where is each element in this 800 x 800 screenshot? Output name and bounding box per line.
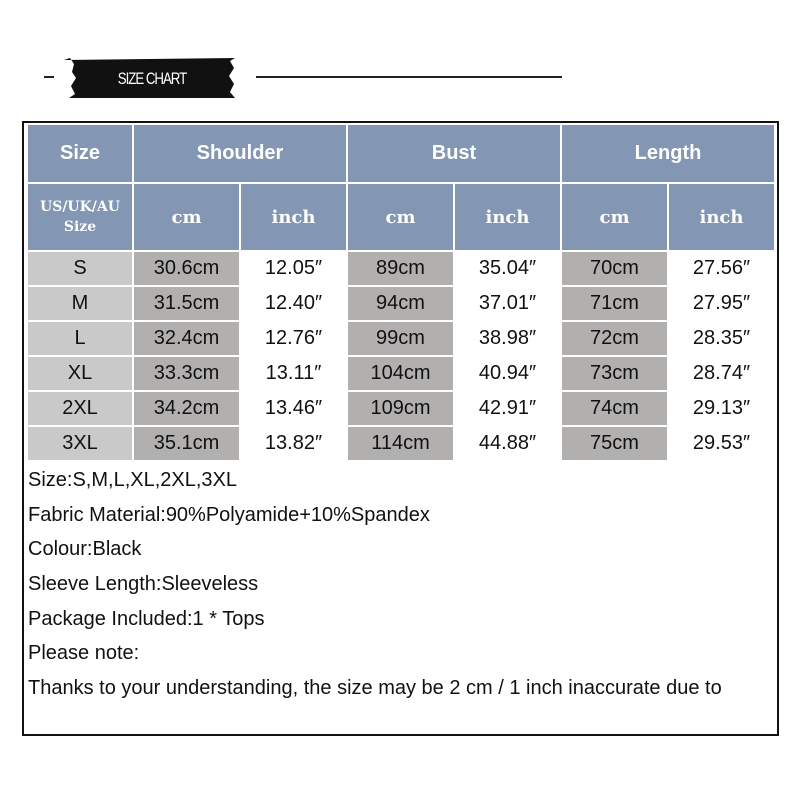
table-row <box>28 357 774 392</box>
cell-shoulder-inch: 13.46″ <box>241 392 346 427</box>
header-rule <box>256 76 562 78</box>
cell-bust-cm: 99cm <box>348 322 453 357</box>
cell-length-inch: 29.13″ <box>669 392 774 427</box>
unit-bust-cm: cm <box>348 184 453 252</box>
table-row <box>28 322 774 357</box>
table-row <box>28 252 774 287</box>
cell-length-inch: 28.74″ <box>669 357 774 392</box>
cell-bust-inch: 38.98″ <box>455 322 560 357</box>
cell-shoulder-cm: 31.5cm <box>134 287 239 322</box>
table-row <box>28 287 774 322</box>
cell-bust-inch: 35.04″ <box>455 252 560 287</box>
note-sizes: Size:S,M,L,XL,2XL,3XL <box>28 469 238 491</box>
header-length: Length <box>562 125 774 184</box>
table-row <box>28 427 774 462</box>
cell-length-cm: 73cm <box>562 357 667 392</box>
cell-shoulder-cm: 34.2cm <box>134 392 239 427</box>
cell-shoulder-inch: 12.05″ <box>241 252 346 287</box>
table-row <box>28 392 774 427</box>
cell-size: S <box>28 252 132 287</box>
cell-bust-inch: 42.91″ <box>455 392 560 427</box>
cell-size: XL <box>28 357 132 392</box>
cell-bust-cm: 109cm <box>348 392 453 427</box>
header-bust: Bust <box>348 125 560 184</box>
note-colour: Colour:Black <box>28 538 142 561</box>
unit-length-cm: cm <box>562 184 667 252</box>
unit-header-row <box>28 184 774 252</box>
cell-length-cm: 75cm <box>562 427 667 462</box>
group-header-row <box>28 125 774 184</box>
note-please-note: Please note: <box>28 642 140 665</box>
header-shoulder: Shoulder <box>134 125 346 184</box>
size-chart-banner <box>64 58 240 98</box>
size-region-label <box>28 184 132 252</box>
size-table <box>26 125 776 462</box>
note-disclaimer: Thanks to your understanding, the size may be 2 cm / 1 inch inaccurate due to <box>28 677 722 700</box>
note-fabric: Fabric Material:90%Polyamide+10%Spandex <box>28 503 430 526</box>
unit-shoulder-inch: inch <box>241 184 346 252</box>
unit-bust-inch: inch <box>455 184 560 252</box>
cell-bust-inch: 37.01″ <box>455 287 560 322</box>
cell-size: M <box>28 287 132 322</box>
header-size: Size <box>28 125 132 184</box>
cell-shoulder-inch: 12.40″ <box>241 287 346 322</box>
cell-shoulder-cm: 30.6cm <box>134 252 239 287</box>
size-region-line1: US/UK/AU <box>40 199 120 215</box>
cell-bust-cm: 89cm <box>348 252 453 287</box>
cell-length-cm: 72cm <box>562 322 667 357</box>
unit-length-inch: inch <box>669 184 774 252</box>
cell-shoulder-cm: 33.3cm <box>134 357 239 392</box>
cell-size: 3XL <box>28 427 132 462</box>
cell-size: L <box>28 322 132 357</box>
cell-length-inch: 27.95″ <box>669 287 774 322</box>
cell-size: 2XL <box>28 392 132 427</box>
cell-bust-inch: 44.88″ <box>455 427 560 462</box>
cell-shoulder-inch: 12.76″ <box>241 322 346 357</box>
header-left-dash <box>44 76 54 78</box>
note-sleeve: Sleeve Length:Sleeveless <box>28 573 259 596</box>
size-region-line2: Size <box>63 219 97 235</box>
size-chart-frame <box>22 121 779 736</box>
note-package: Package Included:1 * Tops <box>28 607 265 630</box>
product-notes <box>28 463 773 706</box>
cell-length-inch: 29.53″ <box>669 427 774 462</box>
cell-shoulder-cm: 35.1cm <box>134 427 239 462</box>
cell-shoulder-cm: 32.4cm <box>134 322 239 357</box>
cell-length-cm: 71cm <box>562 287 667 322</box>
cell-length-inch: 27.56″ <box>669 252 774 287</box>
cell-length-inch: 28.35″ <box>669 322 774 357</box>
cell-length-cm: 74cm <box>562 392 667 427</box>
cell-length-cm: 70cm <box>562 252 667 287</box>
cell-bust-cm: 104cm <box>348 357 453 392</box>
banner-title: SIZE CHART <box>117 69 187 88</box>
cell-bust-cm: 94cm <box>348 287 453 322</box>
cell-shoulder-inch: 13.82″ <box>241 427 346 462</box>
cell-bust-inch: 40.94″ <box>455 357 560 392</box>
cell-bust-cm: 114cm <box>348 427 453 462</box>
cell-shoulder-inch: 13.11″ <box>241 357 346 392</box>
unit-shoulder-cm: cm <box>134 184 239 252</box>
